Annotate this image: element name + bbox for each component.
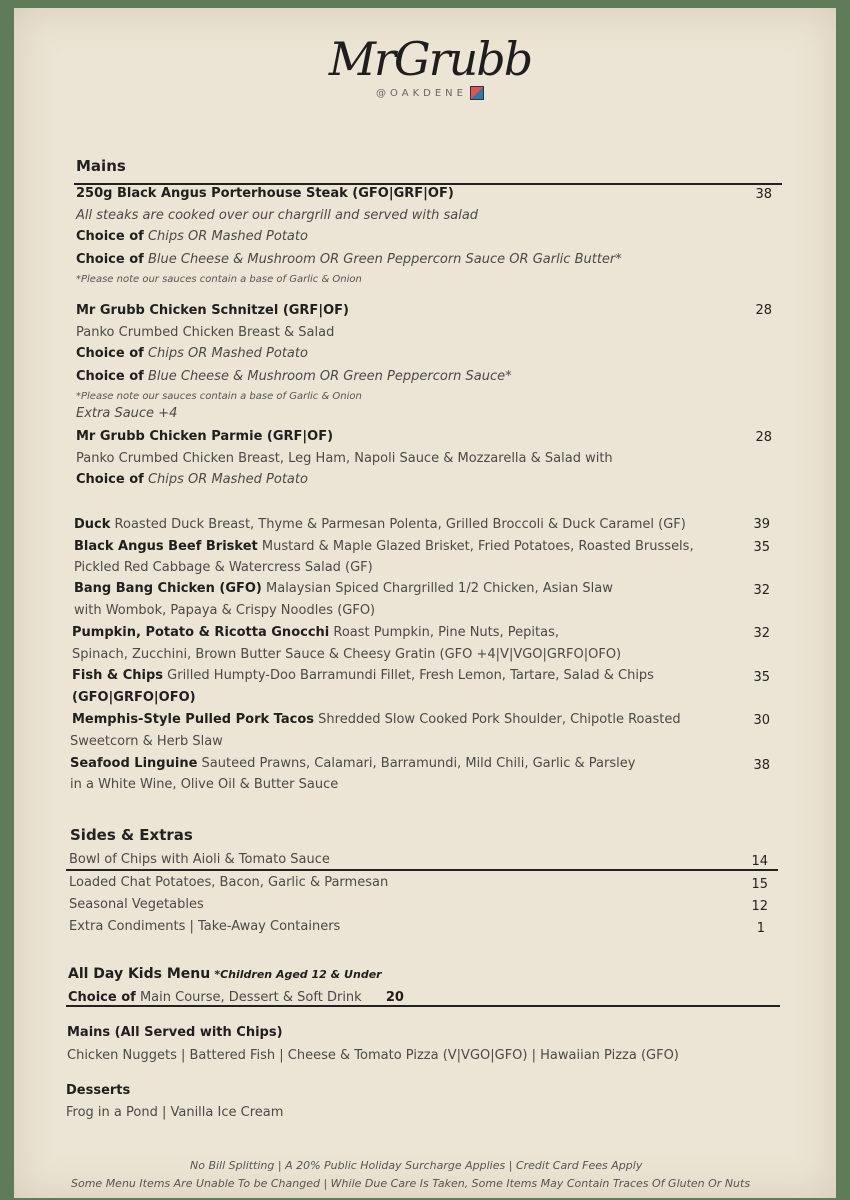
item-name: Mr Grubb Chicken Schnitzel (GRF|OF) (76, 303, 349, 318)
sides-rule (66, 869, 778, 871)
side-item: Seasonal Vegetables (69, 897, 204, 912)
kids-choice: Main Course, Dessert & Soft Drink (139, 990, 362, 1005)
item-name: Seafood Linguine (70, 756, 198, 771)
choice-options: Chips OR Mashed Potato (147, 472, 308, 487)
item-desc: Malaysian Spiced Chargrilled 1/2 Chicken, Asian Slaw (266, 581, 613, 596)
choice-label: Choice of (76, 229, 144, 244)
choice-label: Choice of (76, 369, 144, 384)
kids-price: 20 (385, 990, 404, 1005)
footer-line-2: Some Menu Items Are Unable To be Changed | While Due Care Is Taken, Some Items May Contain Traces Of Gluten Or Nuts (71, 1177, 751, 1190)
kids-mains-title: Mains (All Served with Chips) (67, 1025, 283, 1040)
sauce-note: *Please note our sauces contain a base of Garlic & Onion (76, 391, 362, 402)
kids-desserts-title: Desserts (66, 1083, 131, 1098)
item-price: 35 (753, 670, 770, 685)
choice-options: Chips OR Mashed Potato (147, 346, 308, 361)
item-desc: Panko Crumbed Chicken Breast & Salad (76, 325, 335, 340)
item-price: 35 (753, 540, 770, 555)
section-title-sides: Sides & Extras (70, 826, 193, 844)
choice-options: Blue Cheese & Mushroom OR Green Peppercorn Sauce OR Garlic Butter* (147, 252, 622, 267)
flag-icon (470, 86, 484, 100)
item-price: 32 (753, 626, 770, 641)
choice-options: Chips OR Mashed Potato (147, 229, 308, 244)
logo-subtitle: @OAKDENE (376, 88, 467, 99)
item-desc: All steaks are cooked over our chargrill and served with salad (76, 208, 479, 223)
item-name: Pumpkin, Potato & Ricotta Gnocchi (72, 625, 330, 640)
item-name: 250g Black Angus Porterhouse Steak (GFO|GRF|OF) (76, 186, 454, 201)
item-price: 39 (753, 517, 770, 532)
item-price: 38 (755, 187, 772, 202)
choice-label: Choice of (76, 472, 144, 487)
choice-options: Blue Cheese & Mushroom OR Green Peppercorn Sauce* (147, 369, 512, 384)
item-desc: Shredded Slow Cooked Pork Shoulder, Chipotle Roasted (318, 712, 681, 727)
side-item: Bowl of Chips with Aioli & Tomato Sauce (69, 852, 330, 867)
item-desc-cont: with Wombok, Papaya & Crispy Noodles (GFO) (74, 603, 376, 618)
item-name: Black Angus Beef Brisket (74, 539, 258, 554)
item-desc: Sauteed Prawns, Calamari, Barramundi, Mild Chili, Garlic & Parsley (201, 756, 636, 771)
section-title-kids: All Day Kids Menu (68, 966, 211, 982)
item-desc: Panko Crumbed Chicken Breast, Leg Ham, Napoli Sauce & Mozzarella & Salad with (76, 451, 613, 466)
side-item: Extra Condiments | Take-Away Containers (69, 919, 341, 934)
item-price: 32 (753, 583, 770, 598)
side-price: 12 (751, 899, 768, 914)
item-price: 30 (753, 713, 770, 728)
kids-desserts: Frog in a Pond | Vanilla Ice Cream (66, 1105, 284, 1120)
item-name: Memphis-Style Pulled Pork Tacos (72, 712, 315, 727)
kids-subtitle: *Children Aged 12 & Under (214, 968, 382, 981)
item-desc: Roasted Duck Breast, Thyme & Parmesan Polenta, Grilled Broccoli & Duck Caramel (GF) (114, 517, 686, 532)
item-price: 28 (755, 430, 772, 445)
item-desc-cont: Spinach, Zucchini, Brown Butter Sauce & Cheesy Gratin (GFO +4|V|VGO|GRFO|OFO) (72, 647, 622, 662)
item-price: 28 (755, 303, 772, 318)
item-desc: Roast Pumpkin, Pine Nuts, Pepitas, (333, 625, 560, 640)
item-name: Duck (74, 517, 111, 532)
item-desc-cont: Sweetcorn & Herb Slaw (70, 734, 223, 749)
logo (320, 32, 540, 100)
sauce-note: *Please note our sauces contain a base of Garlic & Onion (76, 274, 362, 285)
side-price: 1 (756, 921, 765, 936)
choice-label: Choice of (68, 990, 136, 1005)
item-name: Bang Bang Chicken (GFO) (74, 581, 262, 596)
choice-label: Choice of (76, 346, 144, 361)
extra-sauce: Extra Sauce +4 (76, 406, 178, 421)
choice-label: Choice of (76, 252, 144, 267)
item-desc-cont: (GFO|GRFO|OFO) (72, 690, 196, 705)
kids-mains: Chicken Nuggets | Battered Fish | Cheese & Tomato Pizza (V|VGO|GFO) | Hawaiian Pizza (GFO) (67, 1048, 679, 1063)
section-title-mains: Mains (76, 157, 126, 175)
item-desc: Grilled Humpty-Doo Barramundi Fillet, Fresh Lemon, Tartare, Salad & Chips (167, 668, 654, 683)
footer-line-1: No Bill Splitting | A 20% Public Holiday Surcharge Applies | Credit Card Fees Apply (190, 1159, 643, 1172)
mains-rule (74, 183, 782, 185)
item-desc-cont: Pickled Red Cabbage & Watercress Salad (GF) (74, 560, 373, 575)
side-item: Loaded Chat Potatoes, Bacon, Garlic & Parmesan (69, 875, 389, 890)
item-name: Fish & Chips (72, 668, 164, 683)
side-price: 15 (751, 877, 768, 892)
kids-rule (66, 1005, 780, 1007)
item-price: 38 (753, 758, 770, 773)
logo-name: MrGrubb (328, 32, 532, 86)
item-name: Mr Grubb Chicken Parmie (GRF|OF) (76, 429, 334, 444)
item-desc: Mustard & Maple Glazed Brisket, Fried Potatoes, Roasted Brussels, (261, 539, 694, 554)
side-price: 14 (751, 854, 768, 869)
item-desc-cont: in a White Wine, Olive Oil & Butter Sauce (70, 777, 339, 792)
